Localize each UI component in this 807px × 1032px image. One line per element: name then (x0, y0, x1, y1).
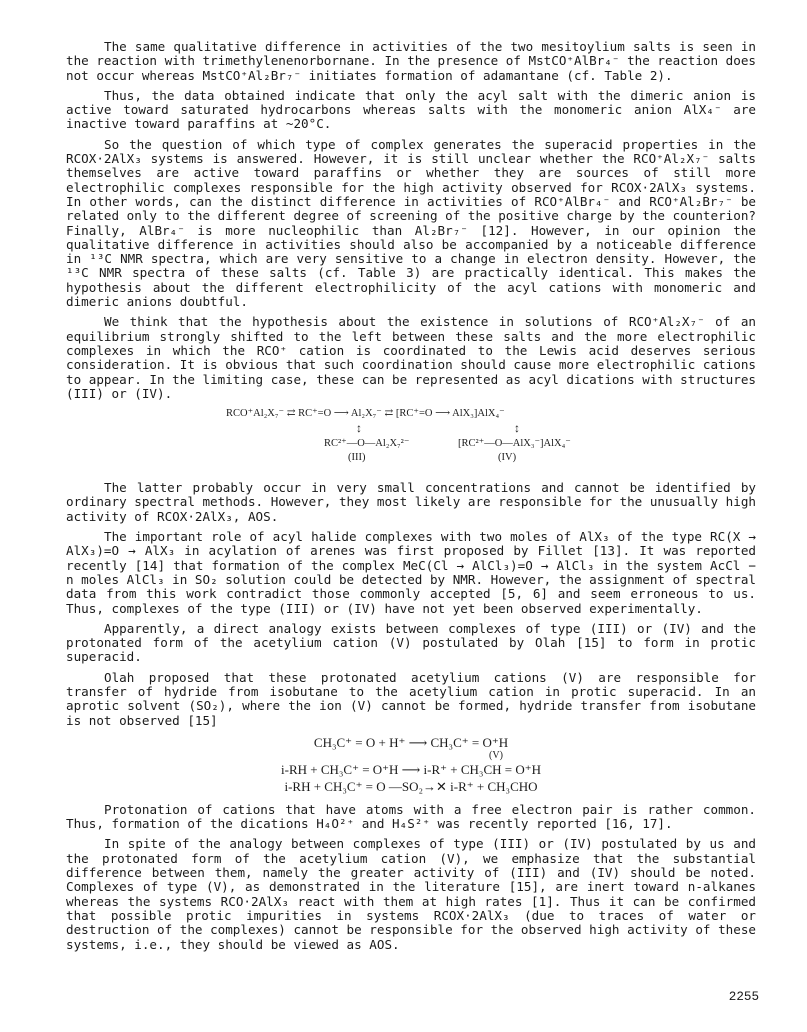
paragraph-7: Apparently, a direct analogy exists between complexes of type (III) or (IV) and the protonated form of the acetylium cation (V) postulated by Olah [15] to form in protic superacid. (66, 620, 756, 665)
scheme-equilibrium-row: RCO⁺Al₂X₇⁻ ⇄ RC⁺=O ⟶ Al₂X₇⁻ ⇄ [RC⁺=O ⟶ AlX₃]AlX₄⁻ (226, 408, 505, 420)
reaction-scheme (66, 407, 756, 477)
paragraph-3: So the question of which type of complex generates the superacid properties in the RCOX·2AlX₃ systems is answered. However, it is still unclear whether the RCO⁺Al₂X₇⁻ salts themselves are active toward paraffins or whether they are sources of still more electrophilic complexes responsible for the high activity observed for RCOX·2AlX₃ systems. In other words, can the distinct difference in activities of RCO⁺AlBr₄⁻ and RCO⁺Al₂Br₇⁻ be related only to the different degree of screening of the positive charge by the counterion? Finally, AlBr₄⁻ is more nucleophilic than Al₂Br₇⁻ [12]. However, in our opinion the qualitative difference in activities should also be accompanied by a noticeable difference in ¹³C NMR spectra, which are very sensitive to a change in electron density. However, the ¹³C NMR spectra of these salts (cf. Table 3) are practically identical. This makes the hypothesis about the different electrophilicity of the acyl cations with monomeric and dimeric anions doubtful. (66, 136, 756, 310)
equation-3: i-RH + CH₃C⁺ = O —SO₂→✕ i-R⁺ + CH₃CHO (284, 778, 538, 794)
paragraph-1: The same qualitative difference in activities of the two mesitoylium salts is seen in the reaction with trimethylenenorbornane. In the presence of MstCO⁺AlBr₄⁻ the reaction does not occur whereas MstCO⁺Al₂Br₇⁻ initiates formation of adamantane (cf. Table 2). (66, 39, 756, 83)
paragraph-2: Thus, the data obtained indicate that only the acyl salt with the dimeric anion is active toward saturated hydrocarbons whereas salts with the monomeric anion AlX₄⁻ are inactive toward paraffins at ~20°C. (66, 87, 756, 132)
scheme-arrow-left: ↕ (356, 421, 362, 436)
equation-1: CH₃C⁺ = O + H⁺ ⟶ CH₃C⁺ = O⁺H (313, 734, 509, 750)
paragraph-6: The important role of acyl halide complexes with two moles of AlX₃ of the type RC(X → AlX₃)=O → AlX₃ in acylation of arenes was first proposed by Fillet [13]. It was reported recently [14] that formation of the complex MeC(Cl → AlCl₃)=O → AlCl₃ in the system AcCl − n moles AlCl₃ in SO₂ solution could be detected by NMR. However, the assignment of spectral data from this work contradict those commonly accepted [5, 6] and seem erroneous to us. Thus, complexes of the type (III) or (IV) have not yet been observed experimentally. (66, 529, 756, 616)
structure-IV: [RC²⁺—O—AlX₃⁻]AlX₄⁻ (458, 438, 571, 450)
equations-block (66, 734, 756, 795)
paragraph-10: In spite of the analogy between complexes of type (III) or (IV) postulated by us and the protonated form of the acetylium cation (V), we emphasize that the substantial difference between them, namely the greater activity of (III) and (IV) should be noted. Complexes of type (V), as demonstrated in the literature [15], are inert toward n-alkanes whereas the systems RCO·2AlX₃ react with them at high rates [1]. Thus it can be confirmed that possible protic impurities in systems RCOX·2AlX₃ (due to traces of water or destruction of the complexes) cannot be responsible for the observed high activity of these systems, i.e., they should be viewed as AOS. (66, 836, 756, 952)
structure-III: RC²⁺—O—Al₂X₇²⁻ (324, 438, 410, 450)
paragraph-9: Protonation of cations that have atoms with a free electron pair is rather common. Thus, formation of the dications H₄O²⁺ and H₄S²⁺ was recently reported [16, 17]. (66, 801, 756, 832)
label-III: (III) (348, 452, 366, 464)
equation-1-label: (V) (489, 749, 503, 761)
paragraph-4: We think that the hypothesis about the existence in solutions of RCO⁺Al₂X₇⁻ of an equilibrium strongly shifted to the left between these salts and the more electrophilic complexes in which the RCO⁺ cation is coordinated to the Lewis acid deserves serious consideration. It is obvious that such coordination should cause more electrophilic cations to appear. In the limiting case, these can be represented as acyl dications with structures (III) or (IV). (66, 314, 756, 401)
equation-2: i-RH + CH₃C⁺ = O⁺H ⟶ i-R⁺ + CH₃CH = O⁺H (281, 761, 541, 777)
page-body (66, 40, 756, 958)
scheme-arrow-right: ↕ (514, 421, 520, 436)
paragraph-5: The latter probably occur in very small concentrations and cannot be identified by ordinary spectral methods. However, they most likely are responsible for the unusually high activity of RCOX·2AlX₃, AOS. (66, 480, 756, 524)
page-number: 2255 (728, 990, 759, 1004)
label-IV: (IV) (498, 452, 517, 464)
paragraph-8: Olah proposed that these protonated acetylium cations (V) are responsible for transfer of hydride from isobutane to the acetylium cation in protic superacid. In an aprotic solvent (SO₂), where the ion (V) cannot be formed, hydride transfer from isobutane is not observed [15] (66, 669, 756, 728)
